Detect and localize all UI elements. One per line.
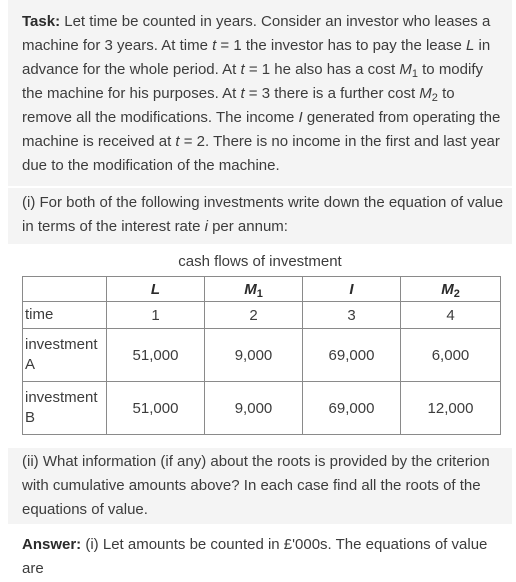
header-cell: [303, 277, 401, 302]
table-row: [23, 382, 501, 435]
task-text-part: = 3 there is a further cost: [244, 85, 420, 102]
header-cell: [205, 277, 303, 302]
table-caption: cash flows of investment: [178, 253, 342, 270]
part2-box: [8, 448, 512, 524]
task-text-part: to remove all the modifications. The income: [22, 85, 455, 126]
answer-body: (i) Let amounts be counted in £'000s. The equations of value are: [22, 536, 488, 577]
task-text-part: Let time be counted in years. Consider an investor who leases a machine for 3 years. At time: [22, 13, 491, 54]
table-cell: 9,000: [205, 329, 303, 382]
header-cell: [401, 277, 501, 302]
task-label: Task:: [22, 13, 61, 30]
task-text-part: in advance for the whole period. At: [22, 37, 491, 78]
table-cell: 69,000: [303, 382, 401, 435]
table-cell: 1: [107, 302, 205, 329]
answer-text: [22, 533, 508, 581]
task-text-part: = 1 he also has a cost: [244, 61, 400, 78]
task-text-part: = 1 the investor has to pay the lease: [216, 37, 466, 54]
header-sub: 1: [256, 287, 263, 300]
var-M: M: [399, 61, 412, 78]
task-text-part: to modify the machine for his purposes. At: [22, 61, 483, 102]
table-cell: 6,000: [401, 329, 501, 382]
task-box: [8, 0, 512, 186]
answer-label: Answer:: [22, 536, 82, 553]
header-main: M: [441, 280, 454, 298]
row-label: investment B: [23, 382, 107, 435]
header-sub: 2: [453, 287, 460, 300]
table-cell: 2: [205, 302, 303, 329]
part2-text: (ii) What information (if any) about the roots is provided by the criterion with cumulative amounts above? In each case find all the roots of the equations of value.: [22, 453, 490, 518]
var-i: i: [204, 218, 208, 235]
header-empty: [23, 277, 107, 302]
part1-text: [22, 191, 504, 239]
table-cell: 51,000: [107, 329, 205, 382]
table-row: [23, 302, 501, 329]
header-main: I: [349, 280, 354, 298]
table-cell: 51,000: [107, 382, 205, 435]
header-main: L: [150, 280, 161, 298]
var-I: I: [298, 109, 303, 126]
subscript: 2: [431, 92, 438, 104]
subscript: 1: [411, 68, 418, 80]
part1-text-part: per annum:: [207, 218, 288, 235]
table-row: [23, 329, 501, 382]
table-cell: 12,000: [401, 382, 501, 435]
var-M: M: [419, 85, 432, 102]
row-label: time: [23, 302, 107, 329]
header-cell: [107, 277, 205, 302]
cash-flow-table: [22, 276, 501, 435]
var-t: t: [212, 37, 217, 54]
table-header-row: [23, 277, 501, 302]
table-cell: 69,000: [303, 329, 401, 382]
table-cell: 9,000: [205, 382, 303, 435]
task-text-part: = 2. There is no income in the first and last year due to the modification of the machine.: [22, 133, 500, 174]
row-label: investment A: [23, 329, 107, 382]
var-t: t: [175, 133, 180, 150]
part1-text-part: (i) For both of the following investments write down the equation of value in terms of the interest rate: [22, 194, 504, 235]
table-cell: 3: [303, 302, 401, 329]
task-text-part: generated from operating the machine is received at: [22, 109, 501, 150]
document-page: [8, 0, 512, 582]
task-text: [22, 10, 502, 178]
table-cell: 4: [401, 302, 501, 329]
header-main: M: [244, 280, 257, 298]
var-t: t: [240, 85, 245, 102]
var-L: L: [466, 37, 475, 54]
var-t: t: [240, 61, 245, 78]
part1-box: [8, 188, 512, 244]
